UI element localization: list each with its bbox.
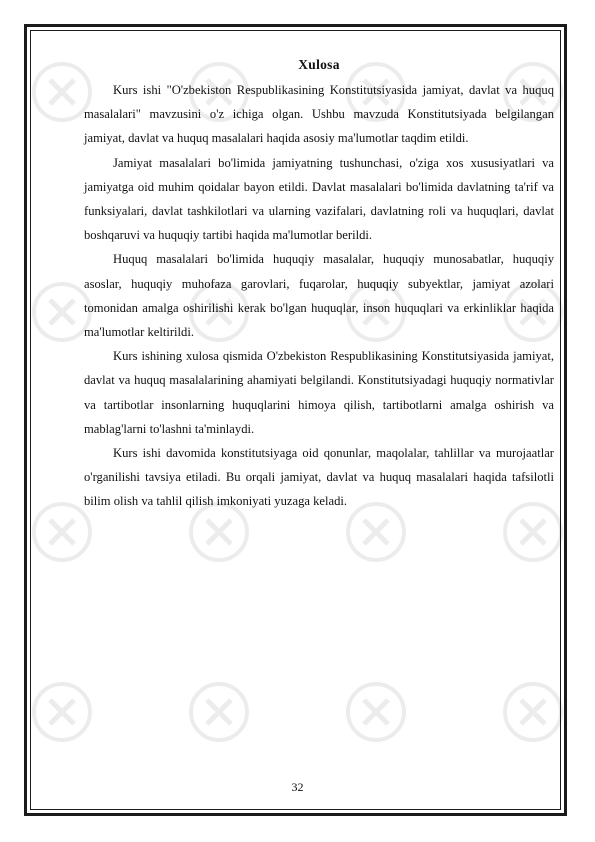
section-title: Xulosa <box>298 57 340 72</box>
paragraph: Kurs ishi davomida konstitutsiyaga oid qonunlar, maqolalar, tahlillar va murojaatlar o'rganilishi tavsiya etiladi. Bu orqali jamiyat, davlat va huquq masalalari haqida tafsilotli bilim olish va tahlil qilish imkoniyati yuzaga keladi. <box>84 446 554 509</box>
paragraph: Kurs ishi "O'zbekiston Respublikasining Konstitutsiyasida jamiyat, davlat va huquq masalalari" mavzusini o'z ichiga olgan. Ushbu mavzuda Konstitutsiyada belgilangan jamiyat, davlat va huquq masalalari haqida asosiy ma'lumotlar taqdim etildi. <box>84 83 554 146</box>
page-number: 32 <box>291 780 304 794</box>
paragraph: Kurs ishining xulosa qismida O'zbekiston Respublikasining Konstitutsiyasida jamiyat, davlat va huquq masalalarining ahamiyati belgilandi. Konstitutsiyadagi huquqiy normativlar va tartibotlar insonlarning huquqlarini himoya qilish, tartibotlarni amalga oshirish va mablag'larni to'lashni ta'minlaydi. <box>84 349 554 436</box>
paragraph: Huquq masalalari bo'limida huquqiy masalalar, huquqiy munosabatlar, huquqiy asoslar, huquqiy muhofaza garovlari, fuqarolar, huquqiy subyektlar, jamiyat azolari tomonidan amalga oshirilishi kerak bo'lgan huquqlar, inson huquqlari va erkinliklar haqida ma'lumotlar keltirildi. <box>84 252 554 340</box>
paragraph: Jamiyat masalalari bo'limida jamiyatning tushunchasi, o'ziga xos xususiyatlari va jamiyatga oid muhim qoidalar bayon etildi. Davlat masalalari bo'limida davlatning ta'rif va funksiyalari, davlat tashkilotlari va ularning vazifalari, davlatning roli va huquqlari, davlat boshqaruvi va huquqiy tartibi haqida ma'lumotlar berildi. <box>84 155 554 243</box>
document-body <box>84 56 554 514</box>
